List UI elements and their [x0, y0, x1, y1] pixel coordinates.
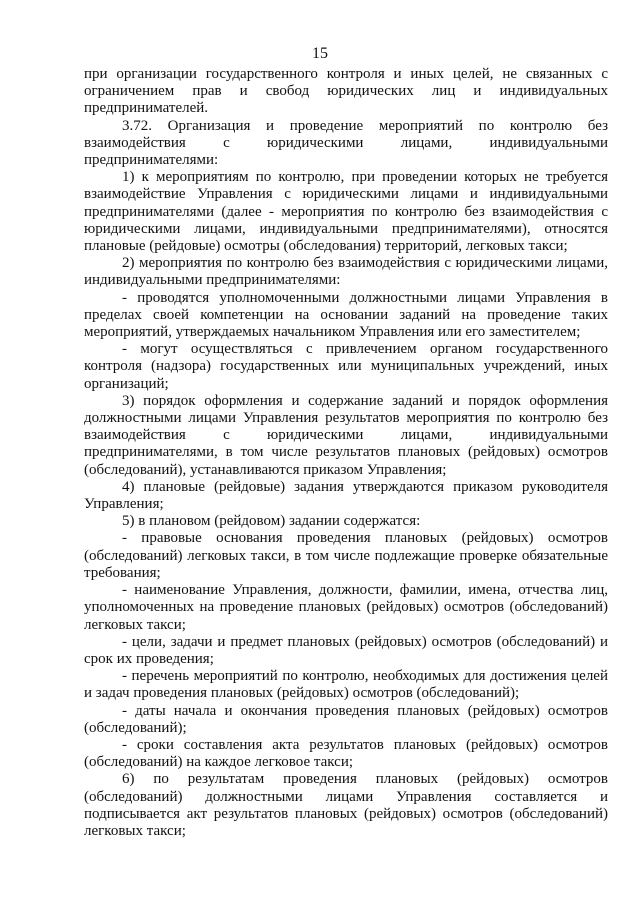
paragraph-item-3: 3) порядок оформления и содержание заданий и порядок оформления должностными лицами Управления результатов мероприятия по контролю без взаимодействия с юридическими лицами, индивидуальными предпринимателями, в том числе результатов плановых (рейдовых) осмотров (обследований), устанавливаются приказом Управления;: [84, 392, 608, 478]
paragraph-item-2-bullet-2: - могут осуществляться с привлечением органом государственного контроля (надзора) государственных или муниципальных учреждений, иных организаций;: [84, 341, 608, 392]
paragraph-item-5: 5) в плановом (рейдовом) задании содержатся:: [122, 513, 421, 530]
paragraph-item-5-bullet-4: - перечень мероприятий по контролю, необходимых для достижения целей и задач проведения плановых (рейдовых) осмотров (обследований);: [84, 668, 608, 702]
paragraph-item-5-bullet-5: - даты начала и окончания проведения плановых (рейдовых) осмотров (обследований);: [84, 702, 608, 736]
page-number: 15: [312, 45, 328, 62]
paragraph-continuation: при организации государственного контроля и иных целей, не связанных с ограничением прав и свобод юридических лиц и индивидуальных предпринимателей.: [84, 66, 608, 117]
paragraph-item-4: 4) плановые (рейдовые) задания утверждаются приказом руководителя Управления;: [84, 478, 608, 513]
paragraph-item-5-bullet-2: - наименование Управления, должности, фамилии, имена, отчества лиц, уполномоченных на проведение плановых (рейдовых) осмотров (обследований) легковых такси;: [84, 582, 608, 633]
paragraph-item-6: 6) по результатам проведения плановых (рейдовых) осмотров (обследований) должностными лицами Управления составляется и подписывается акт результатов плановых (рейдовых) осмотров (обследований) легковых такси;: [84, 771, 608, 839]
paragraph-item-2-bullet-1: - проводятся уполномоченными должностными лицами Управления в пределах своей компетенции на основании заданий на проведение таких мероприятий, утверждаемых начальником Управления или его заместителем;: [84, 289, 608, 341]
paragraph-item-2: 2) мероприятия по контролю без взаимодействия с юридическими лицами, индивидуальными предпринимателями:: [84, 255, 608, 289]
paragraph-item-5-bullet-3: - цели, задачи и предмет плановых (рейдовых) осмотров (обследований) и срок их проведения;: [84, 633, 608, 667]
document-body: [84, 66, 608, 840]
paragraph-item-5-bullet-1: - правовые основания проведения плановых (рейдовых) осмотров (обследований) легковых такси, в том числе подлежащие проверке обязательные требования;: [84, 530, 608, 581]
paragraph-item-1: 1) к мероприятиям по контролю, при проведении которых не требуется взаимодействие Управления с юридическими лицами и индивидуальными предпринимателями (далее - мероприятия по контролю без взаимодействия с юридическими лицами, индивидуальными предпринимателями), относятся плановые (рейдовые) осмотры (обследования) территорий, легковых такси;: [84, 169, 608, 255]
paragraph-item-5-bullet-6: - сроки составления акта результатов плановых (рейдовых) осмотров (обследований) на каждое легковое такси;: [84, 736, 608, 771]
paragraph-section-3-72: 3.72. Организация и проведение мероприятий по контролю без взаимодействия с юридическими лицами, индивидуальными предпринимателями:: [84, 117, 608, 169]
